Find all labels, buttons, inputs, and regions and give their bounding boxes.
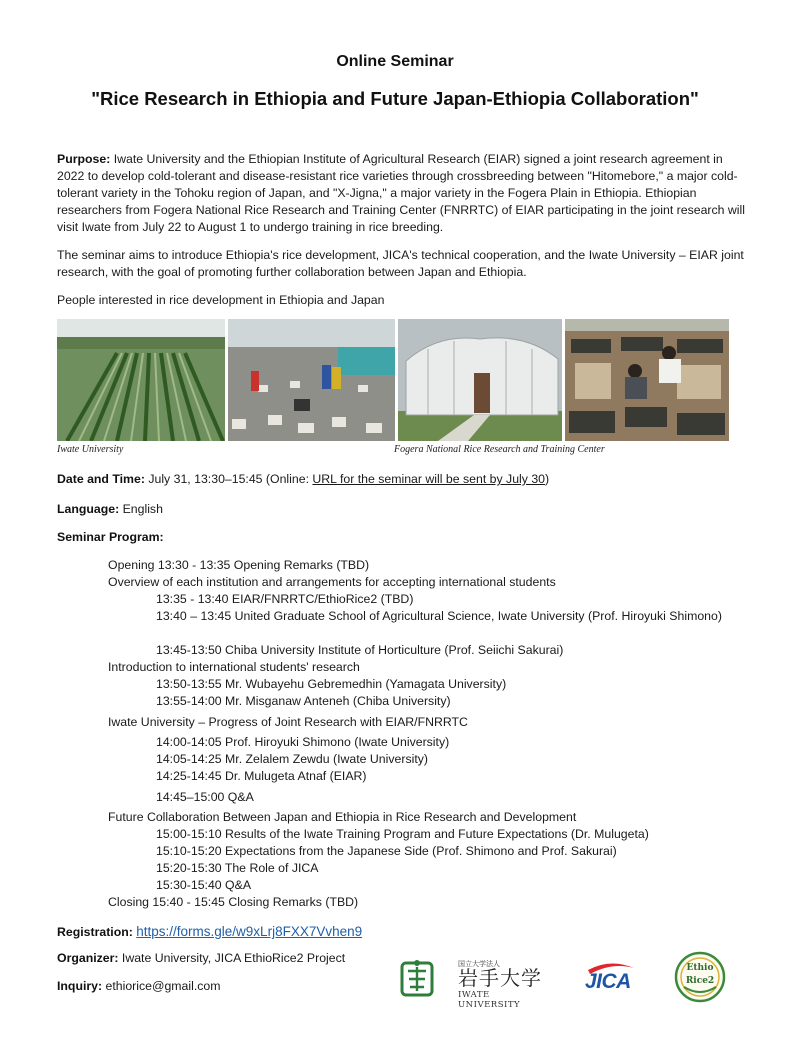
- organizer-value: Iwate University, JICA EthioRice2 Project: [118, 951, 346, 965]
- program-item: 13:50-13:55 Mr. Wubayehu Gebremedhin (Yamagata University): [156, 677, 507, 691]
- program-item: 15:30-15:40 Q&A: [156, 878, 252, 892]
- program-item: Closing 15:40 - 15:45 Closing Remarks (TBD): [108, 895, 359, 909]
- audience-line: People interested in rice development in Ethiopia and Japan: [57, 293, 385, 307]
- seedling-beds-photo: [565, 319, 729, 441]
- rice-field-photo: [57, 319, 225, 441]
- jica-logo: [582, 958, 638, 1000]
- organizer-label: Organizer:: [57, 951, 119, 965]
- iwate-jp-name: 岩手大学: [458, 966, 542, 990]
- program-section: Future Collaboration Between Japan and Ethiopia in Rice Research and Development: [108, 810, 577, 824]
- program-item: 13:55-14:00 Mr. Misganaw Anteneh (Chiba University): [156, 694, 451, 708]
- program-item: 15:00-15:10 Results of the Iwate Training Program and Future Expectations (Dr. Mulugeta): [156, 827, 649, 841]
- iwate-emblem-icon: [400, 959, 434, 999]
- purpose-text: Iwate University and the Ethiopian Institute of Agricultural Research (EIAR) signed a joint research agreement in 2022 to develop cold-tolerant and disease-resistant rice varieties through crossbreeding between "Hitomebore," a major cold-tolerant variety in the Tohoku region of Japan, and "X-Jigna," a major variety in the Fogera Plain in Ethiopia. Ethiopian researchers from Fogera National Rice Research and Training Center (FNRRTC) of EIAR participating in the joint research will visit Iwate from July 22 to August 1 to undergo training in rice breeding.: [57, 152, 745, 234]
- ethiorice2-logo: [674, 951, 726, 1003]
- registration-line: [57, 923, 362, 941]
- field-work-photo: [228, 319, 395, 441]
- seminar-title: "Rice Research in Ethiopia and Future Japan-Ethiopia Collaboration": [91, 88, 699, 109]
- inquiry-label: Inquiry:: [57, 979, 103, 993]
- seminar-url-note: URL for the seminar will be sent by July 30: [312, 472, 546, 486]
- registration-link[interactable]: https://forms.gle/w9xLrj8FXX7Vvhen9: [136, 924, 363, 939]
- caption-iwate: Iwate University: [57, 444, 124, 455]
- language-line: [57, 501, 163, 518]
- program-item: 15:20-15:30 The Role of JICA: [156, 861, 319, 875]
- ethiorice-bottom-text: Rice2: [685, 976, 715, 986]
- program-item: 13:40 – 13:45 United Graduate School of Agricultural Science, Iwate University (Prof. Hiroyuki Shimono): [156, 609, 722, 623]
- program-item: 14:00-14:05 Prof. Hiroyuki Shimono (Iwate University): [156, 735, 450, 749]
- purpose-paragraph: [57, 151, 747, 236]
- program-item: 14:25-14:45 Dr. Mulugeta Atnaf (EIAR): [156, 769, 367, 783]
- registration-label: Registration:: [57, 925, 133, 939]
- jica-wordmark: JICA: [585, 970, 631, 993]
- program-item: 13:45-13:50 Chiba University Institute of Horticulture (Prof. Seiichi Sakurai): [156, 643, 564, 657]
- program-item: Opening 13:30 - 13:35 Opening Remarks (TBD): [108, 558, 370, 572]
- inquiry-email: ethiorice@gmail.com: [102, 979, 221, 993]
- seminar-type-heading: Online Seminar: [336, 53, 454, 70]
- photo-strip: [57, 319, 729, 441]
- program-item: 13:35 - 13:40 EIAR/FNRRTC/EthioRice2 (TBD): [156, 592, 414, 606]
- caption-fogera: Fogera National Rice Research and Training Center: [394, 444, 605, 455]
- aim-paragraph: The seminar aims to introduce Ethiopia's rice development, JICA's technical cooperation, and the Iwate University – EIAR joint research, with the goal of promoting further collaboration between Japan and Ethiopia.: [57, 248, 744, 279]
- program-heading: Seminar Program:: [57, 530, 164, 544]
- date-text: July 31, 13:30–15:45 (Online:: [144, 472, 313, 486]
- date-close: ): [545, 472, 550, 486]
- language-value: English: [119, 502, 163, 516]
- program-section: Introduction to international students' research: [108, 660, 360, 674]
- iwate-en-name: IWATE UNIVERSITY: [458, 990, 521, 1010]
- date-label: Date and Time:: [57, 472, 145, 486]
- date-time-line: [57, 471, 549, 488]
- iwate-university-logo: [400, 957, 552, 1010]
- program-item: 15:10-15:20 Expectations from the Japanese Side (Prof. Shimono and Prof. Sakurai): [156, 844, 617, 858]
- inquiry-line: [57, 978, 221, 995]
- program-item: 14:05-14:25 Mr. Zelalem Zewdu (Iwate University): [156, 752, 429, 766]
- iwate-small-label: 国立大学法人: [458, 960, 500, 968]
- language-label: Language:: [57, 502, 120, 516]
- program-section: Iwate University – Progress of Joint Research with EIAR/FNRRTC: [108, 715, 468, 729]
- greenhouse-photo: [398, 319, 562, 441]
- purpose-label: Purpose:: [57, 152, 111, 166]
- program-item: 14:45–15:00 Q&A: [156, 790, 254, 804]
- ethiorice-top-text: Ethio: [686, 963, 714, 973]
- program-section: Overview of each institution and arrangements for accepting international students: [108, 575, 556, 589]
- organizer-line: [57, 950, 345, 967]
